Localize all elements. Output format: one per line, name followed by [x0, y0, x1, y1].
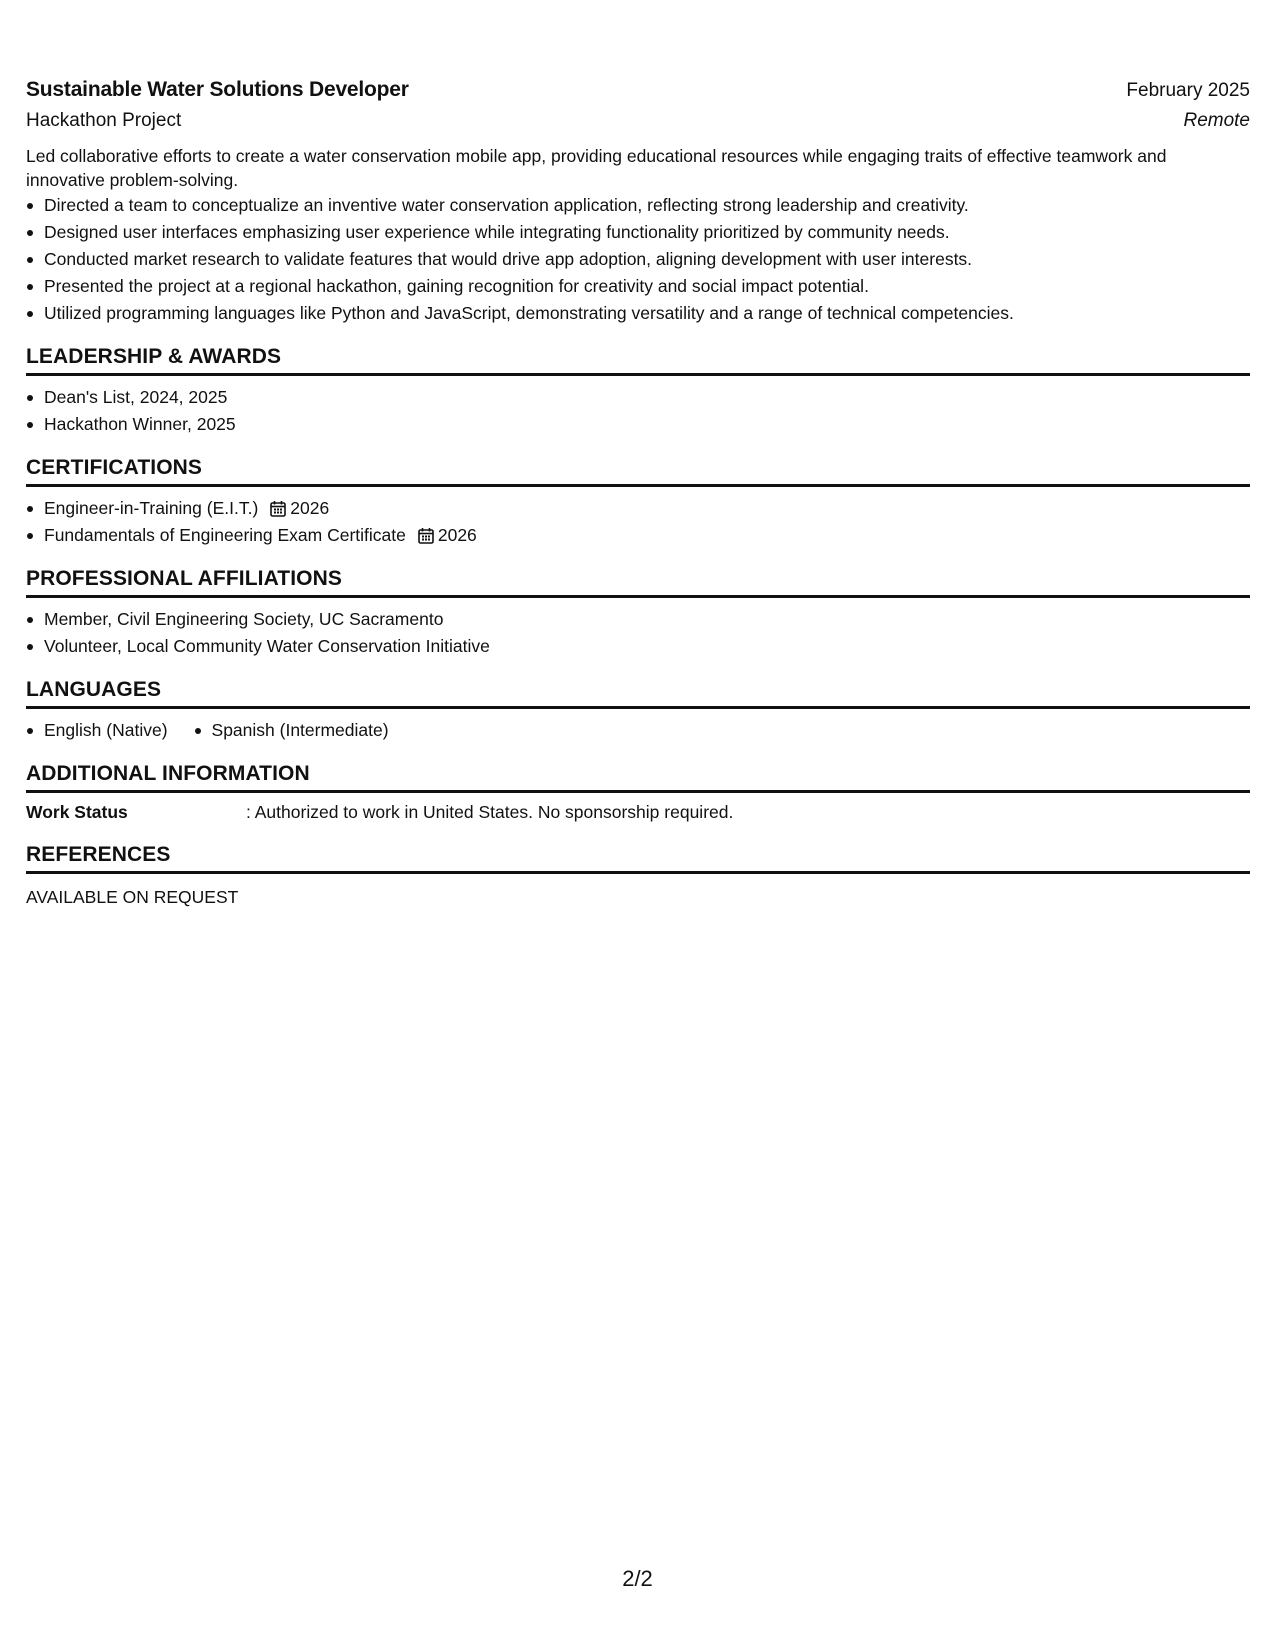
- certification-year: 2026: [290, 498, 330, 518]
- project-organization: Hackathon Project: [26, 110, 182, 131]
- resume-page: [26, 78, 1250, 910]
- list-item: Designed user interfaces emphasizing user experience while integrating functionality prioritized by community needs.: [44, 219, 1250, 246]
- work-status-label: Work Status: [26, 802, 128, 822]
- section-additional: [26, 793, 1250, 825]
- section-languages: [26, 709, 1250, 744]
- list-item: [44, 522, 1250, 549]
- list-item: Conducted market research to validate features that would drive app adoption, aligning development with user interests.: [44, 246, 1250, 273]
- calendar-icon: [418, 527, 434, 544]
- list-item: Hackathon Winner, 2025: [44, 411, 1250, 438]
- certification-year: 2026: [437, 525, 477, 545]
- section-title-additional: ADDITIONAL INFORMATION: [26, 744, 1250, 793]
- certification-name: Fundamentals of Engineering Exam Certificate: [44, 525, 406, 545]
- project-location: Remote: [1183, 110, 1250, 131]
- section-certifications: [26, 487, 1250, 549]
- list-item: Presented the project at a regional hackathon, gaining recognition for creativity and social impact potential.: [44, 273, 1250, 300]
- section-title-affiliations: PROFESSIONAL AFFILIATIONS: [26, 549, 1250, 598]
- calendar-icon: [270, 500, 286, 517]
- list-item: Member, Civil Engineering Society, UC Sacramento: [44, 606, 1250, 633]
- section-leadership: [26, 376, 1250, 438]
- section-title-leadership: LEADERSHIP & AWARDS: [26, 327, 1250, 376]
- list-item: [44, 495, 1250, 522]
- certification-name: Engineer-in-Training (E.I.T.): [44, 498, 259, 518]
- language-item: English (Native): [44, 717, 168, 744]
- work-status-value: : Authorized to work in United States. No sponsorship required.: [246, 802, 734, 822]
- list-item: Utilized programming languages like Python and JavaScript, demonstrating versatility and a range of technical competencies.: [44, 300, 1250, 327]
- project-header: [26, 78, 1250, 110]
- project-date: February 2025: [1126, 80, 1250, 101]
- section-title-certifications: CERTIFICATIONS: [26, 438, 1250, 487]
- list-item: Directed a team to conceptualize an inventive water conservation application, reflecting strong leadership and creativity.: [44, 192, 1250, 219]
- language-item: Spanish (Intermediate): [212, 717, 389, 744]
- project-description: Led collaborative efforts to create a water conservation mobile app, providing educational resources while engaging traits of effective teamwork and innovative problem-solving.: [26, 146, 1167, 190]
- references-text: AVAILABLE ON REQUEST: [26, 887, 239, 907]
- section-title-references: REFERENCES: [26, 825, 1250, 874]
- work-status-row: [26, 799, 1250, 825]
- section-references: [26, 874, 1250, 910]
- project-subheader: [26, 110, 1250, 140]
- section-affiliations: [26, 598, 1250, 660]
- list-item: Dean's List, 2024, 2025: [44, 384, 1250, 411]
- project-title: Sustainable Water Solutions Developer: [26, 78, 409, 101]
- section-title-languages: LANGUAGES: [26, 660, 1250, 709]
- page-number: 2/2: [622, 1566, 653, 1591]
- project-bullets: [26, 192, 1250, 327]
- list-item: Volunteer, Local Community Water Conservation Initiative: [44, 633, 1250, 660]
